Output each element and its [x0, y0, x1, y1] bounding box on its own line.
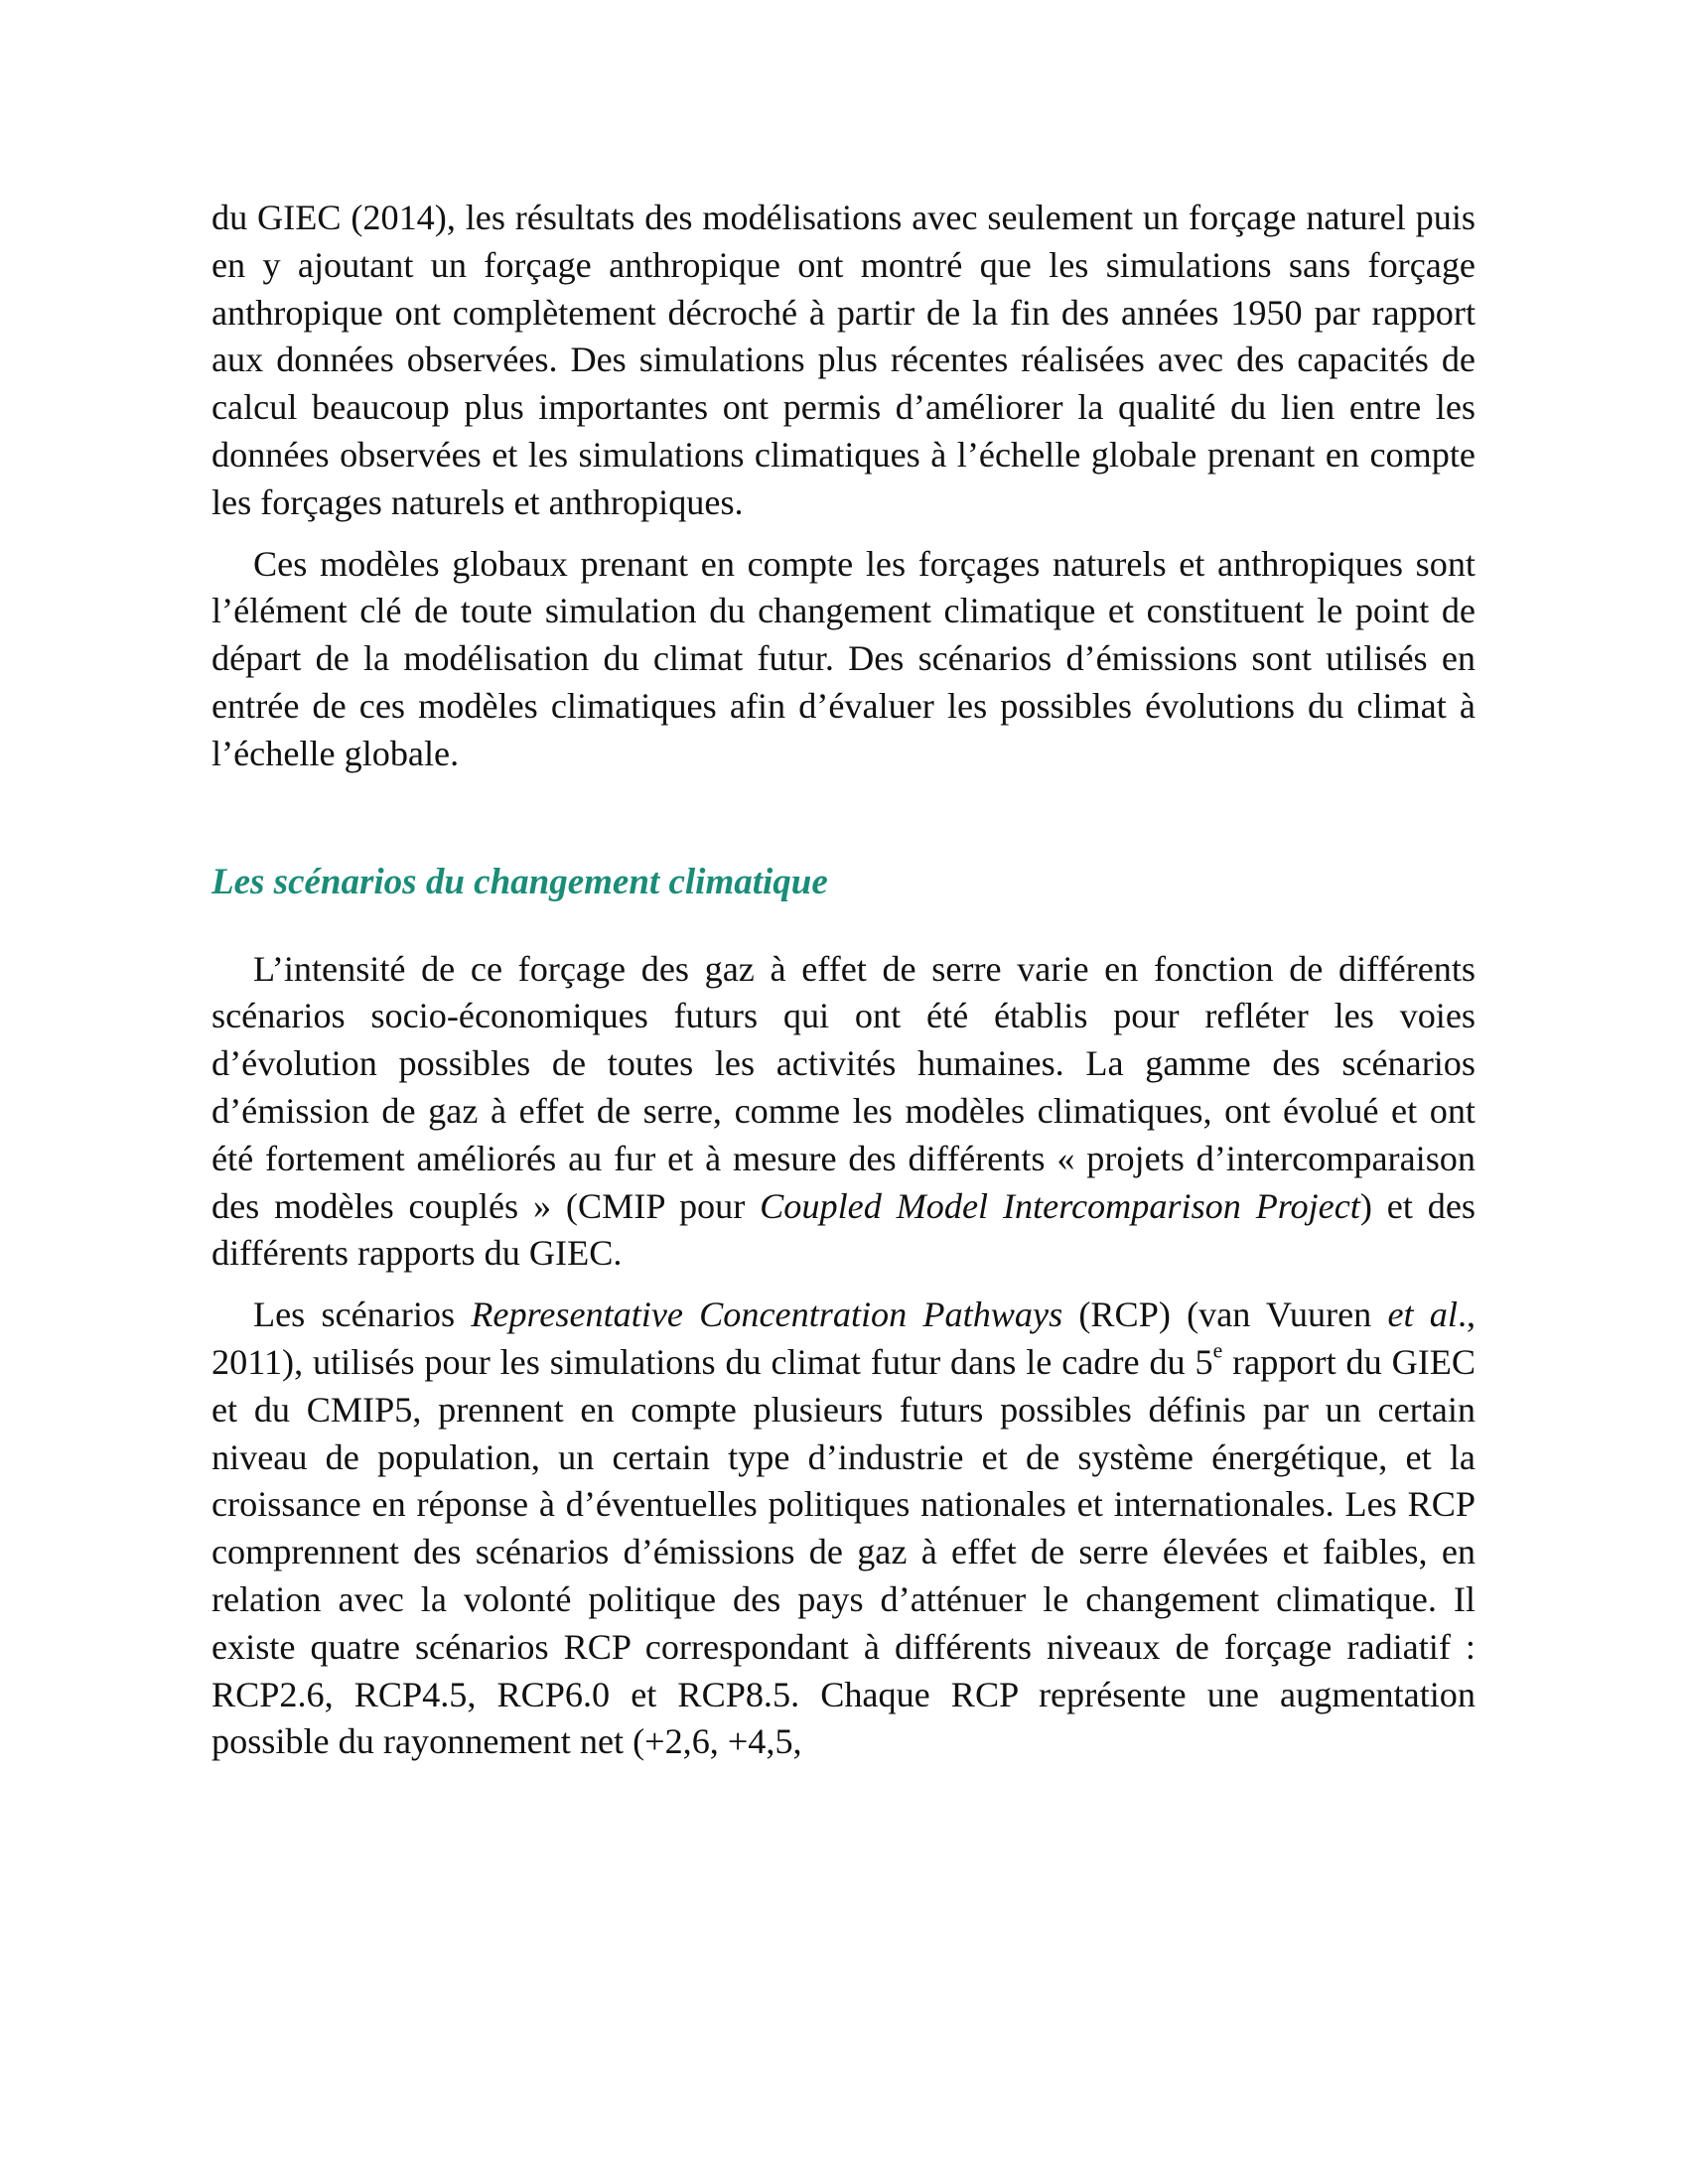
- paragraph-4-text: ., 2011), utilisés pour les simulations du climat futur dans le cadre du 5: [211, 1295, 1477, 1382]
- page-content: [211, 195, 1476, 1766]
- paragraph-4-italic-citation: et al: [1387, 1295, 1458, 1335]
- paragraph-1: [211, 195, 1476, 527]
- paragraph-gap: [211, 1278, 1476, 1292]
- paragraph-4-text: Les scénarios: [253, 1295, 472, 1335]
- paragraph-4-italic-term: Representative Concentration Pathways: [471, 1295, 1063, 1335]
- paragraph-4-text: rapport du GIEC et du CMIP5, prennent en compte plusieurs futurs possibles définis par un certain niveau de population, un certain type d’industrie et de système énergétique, et la croissance en réponse à d’éventuelles politiques nationales et internationales. Les RCP comprennent des scénarios d’émissions de gaz à effet de serre élevées et faibles, en relation avec la volonté politique des pays d’atténuer le changement climatique. Il existe quatre scénarios RCP correspondant à différents niveaux de forçage radiatif : RCP2.6, RCP4.5, RCP6.0 et RCP8.5. Chaque RCP représente une augmentation possible du rayonnement net (+2,6, +4,5,: [211, 1341, 1476, 1762]
- paragraph-1-text: du GIEC (2014), les résultats des modélisations avec seulement un forçage naturel puis en y ajoutant un forçage anthropique ont montré que les simulations sans forçage anthropique ont complètement décroché à partir de la fin des années 1950 par rapport aux données observées. Des simulations plus récentes réalisées avec des capacités de calcul beaucoup plus importantes ont permis d’améliorer la qualité du lien entre les données observées et les simulations climatiques à l’échelle globale prenant en compte les forçages naturels et anthropiques.: [211, 198, 1476, 522]
- paragraph-3-text: L’intensité de ce forçage des gaz à effet de serre varie en fonction de différents scénarios socio-économiques futurs qui ont été établis pour refléter les voies d’évolution possibles de toutes les activités humaines. La gamme des scénarios d’émission de gaz à effet de serre, comme les modèles climatiques, ont évolué et ont été fortement améliorés au fur et à mesure des différents « projets d’intercomparaison des modèles couplés » (CMIP pour: [211, 948, 1476, 1226]
- paragraph-gap: [211, 527, 1476, 541]
- section-heading: Les scénarios du changement climatique: [211, 861, 828, 902]
- paragraph-3-italic: Coupled Model Intercomparison Project: [760, 1185, 1360, 1226]
- paragraph-2-text: Ces modèles globaux prenant en compte les forçages naturels et anthropiques sont l’élément clé de toute simulation du changement climatique et constituent le point de départ de la modélisation du climat futur. Des scénarios d’émissions sont utilisés en entrée de ces modèles climatiques afin d’évaluer les possibles évolutions du climat à l’échelle globale.: [211, 543, 1476, 773]
- paragraph-4-text: (RCP) (van Vuuren: [1062, 1295, 1388, 1335]
- paragraph-3: [211, 946, 1476, 1279]
- paragraph-3-text-end: ) et des différents rapports du GIEC.: [211, 1185, 1476, 1274]
- paragraph-4: [211, 1292, 1476, 1766]
- section-gap: [211, 906, 1476, 946]
- section-gap: [211, 778, 1476, 859]
- ordinal-superscript: e: [1212, 1338, 1223, 1363]
- paragraph-2: [211, 541, 1476, 778]
